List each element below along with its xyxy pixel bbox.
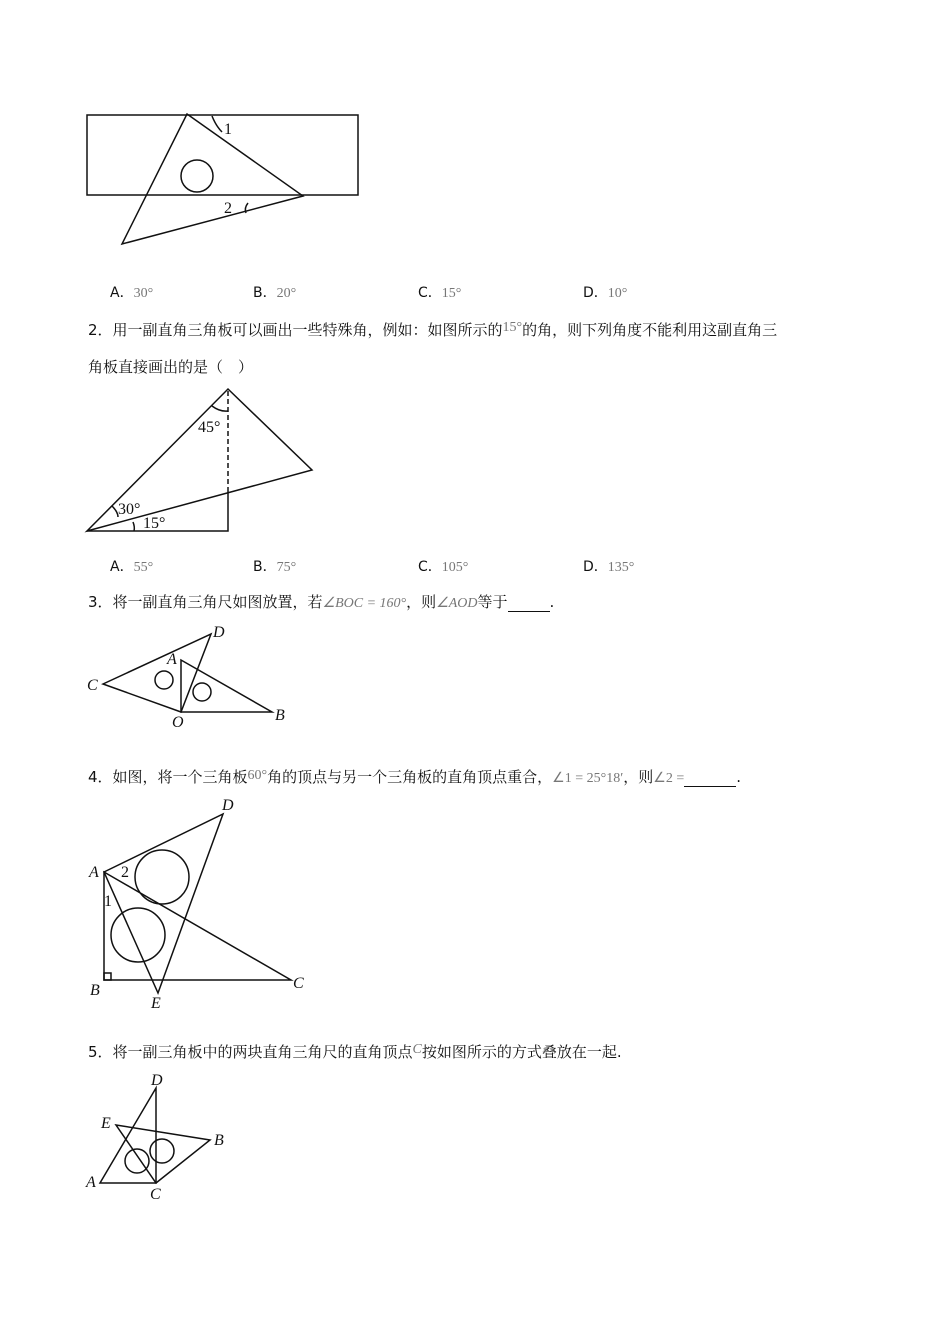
option-a[interactable] [110, 282, 153, 302]
svg-text:A: A [89, 864, 99, 881]
math: ∠AOD [436, 596, 478, 611]
math: ∠1 = 25°18′ [552, 771, 624, 786]
option-letter: B． [253, 559, 277, 575]
text: 按如图所示的方式叠放在一起. [421, 1043, 622, 1061]
math: ∠2 = [653, 771, 685, 786]
option-value: 135° [607, 560, 635, 575]
figure-q2 [87, 389, 312, 532]
q4-text [88, 766, 741, 787]
svg-text:A: A [167, 651, 177, 668]
svg-text:2: 2 [224, 200, 232, 217]
option-d[interactable] [583, 282, 627, 302]
option-c[interactable] [418, 556, 468, 576]
option-b[interactable] [253, 556, 296, 576]
figure-q5 [85, 1072, 224, 1203]
text: 的角，则下列角度不能利用这副直角三 [522, 321, 778, 339]
option-letter: B． [253, 285, 277, 301]
figure-q4 [88, 797, 304, 1012]
option-letter: D． [583, 559, 608, 575]
option-b[interactable] [253, 282, 296, 302]
svg-text:45°: 45° [198, 419, 221, 436]
text: . [549, 593, 555, 611]
text: ，则 [623, 768, 654, 786]
option-letter: C． [418, 559, 442, 575]
text: 3．将一副直角三角尺如图放置，若 [88, 593, 323, 611]
q5-text [88, 1041, 622, 1062]
svg-text:D: D [213, 624, 225, 641]
option-value: 75° [276, 560, 297, 575]
option-letter: C． [418, 285, 442, 301]
svg-text:B: B [90, 982, 100, 999]
svg-text:C: C [87, 677, 98, 694]
option-value: 105° [441, 560, 469, 575]
option-letter: D． [583, 285, 608, 301]
option-value: 30° [133, 286, 154, 301]
text: 角的顶点与另一个三角板的直角顶点重合， [267, 768, 553, 786]
math: 60° [247, 768, 268, 783]
q2-text-line2: 角板直接画出的是（ ） [88, 358, 254, 376]
answer-blank[interactable] [684, 768, 736, 787]
option-d[interactable] [583, 556, 634, 576]
svg-text:D: D [151, 1072, 163, 1089]
text: 5．将一副三角板中的两块直角三角尺的直角顶点 [88, 1043, 413, 1061]
figure-q3 [87, 624, 285, 731]
option-letter: A． [110, 285, 134, 301]
math: ∠BOC = 160° [322, 596, 407, 611]
text: 2．用一副直角三角板可以画出一些特殊角，例如：如图所示的 [88, 321, 503, 339]
svg-text:1: 1 [224, 121, 232, 138]
q3-text [88, 591, 554, 612]
answer-blank[interactable] [508, 593, 550, 612]
option-c[interactable] [418, 282, 461, 302]
svg-text:E: E [101, 1115, 111, 1132]
text: ，则 [406, 593, 437, 611]
q2-text-line1 [88, 319, 777, 340]
math: 15° [502, 320, 523, 335]
svg-text:B: B [275, 707, 285, 724]
svg-text:1: 1 [104, 893, 112, 910]
option-value: 10° [607, 286, 628, 301]
text: 等于 [477, 593, 508, 611]
svg-text:O: O [172, 714, 184, 731]
svg-text:C: C [293, 975, 304, 992]
svg-text:C: C [150, 1186, 161, 1203]
text: . [736, 768, 742, 786]
svg-text:A: A [86, 1174, 96, 1191]
svg-text:D: D [222, 797, 234, 814]
option-value: 15° [441, 286, 462, 301]
option-value: 55° [133, 560, 154, 575]
svg-text:2: 2 [121, 864, 129, 881]
option-a[interactable] [110, 556, 153, 576]
svg-text:30°: 30° [118, 501, 141, 518]
svg-text:15°: 15° [143, 515, 166, 532]
math: C [412, 1042, 422, 1057]
option-letter: A． [110, 559, 134, 575]
figure-q1 [87, 114, 358, 244]
text: 4．如图，将一个三角板 [88, 768, 248, 786]
svg-text:B: B [214, 1132, 224, 1149]
option-value: 20° [276, 286, 297, 301]
svg-text:E: E [151, 995, 161, 1012]
